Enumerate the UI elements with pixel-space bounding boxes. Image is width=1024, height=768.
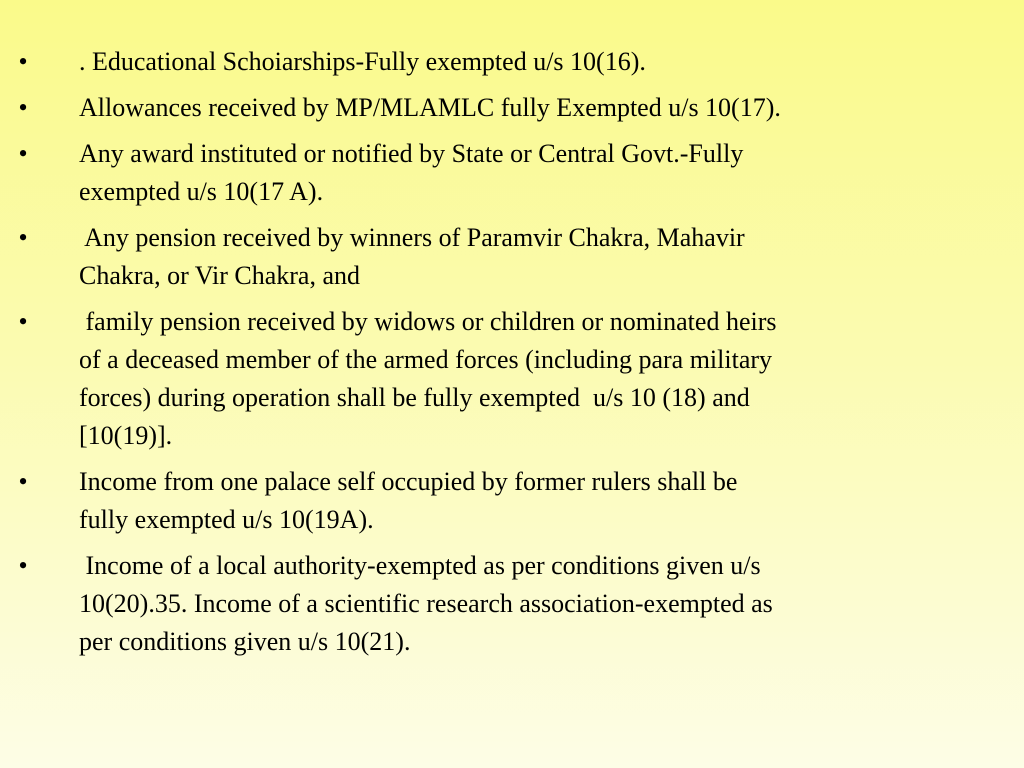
bullet-item-award [0,135,1024,211]
bullet-text-line-1: Income of a local authority-exempted as per conditions given u/s [79,551,761,580]
bullet-icon: • [18,93,28,122]
bullet-icon: • [18,223,28,252]
bullet-text-line-1: Any award instituted or notified by State or Central Govt.-Fully [79,139,744,168]
bullet-text-line-4: [10(19)]. [79,421,173,450]
bullet-text-line-2: of a deceased member of the armed forces (including para military [79,345,773,374]
bullet-list [0,43,1024,669]
bullet-text-line-1: family pension received by widows or children or nominated heirs [79,307,777,336]
bullet-item-palace-income [0,463,1024,539]
bullet-item-family-pension [0,303,1024,455]
bullet-text-line-2: 10(20).35. Income of a scientific research association-exempted as [79,589,773,618]
bullet-icon: • [18,47,28,76]
bullet-icon: • [18,551,28,580]
bullet-item-mp-mla-allowances [0,89,1024,127]
bullet-text-line-1: Income from one palace self occupied by former rulers shall be [79,467,738,496]
bullet-item-gallantry-pension [0,219,1024,295]
bullet-text-line-2: Chakra, or Vir Chakra, and [79,261,360,290]
bullet-text-line-3: forces) during operation shall be fully exempted u/s 10 (18) and [79,383,750,412]
bullet-text-line-2: fully exempted u/s 10(19A). [79,505,374,534]
bullet-text: . Educational Schoiarships-Fully exempted u/s 10(16). [79,47,646,76]
bullet-icon: • [18,139,28,168]
bullet-item-local-authority-income [0,547,1024,661]
bullet-text-line-1: Any pension received by winners of Paramvir Chakra, Mahavir [79,223,745,252]
bullet-text-line-2: exempted u/s 10(17 A). [79,177,324,206]
bullet-item-educational-scholarships [0,43,1024,81]
bullet-text-line-3: per conditions given u/s 10(21). [79,627,411,656]
bullet-icon: • [18,307,28,336]
bullet-text: Allowances received by MP/MLAMLC fully Exempted u/s 10(17). [79,93,781,122]
bullet-icon: • [18,467,28,496]
